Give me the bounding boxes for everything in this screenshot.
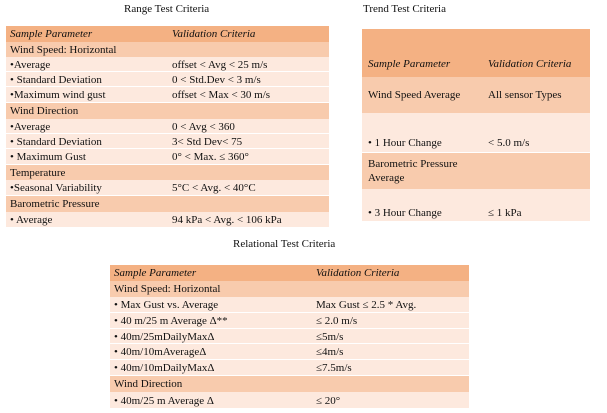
criteria-cell: < 5.0 m/s bbox=[488, 137, 530, 149]
header-sample-parameter: Sample Parameter bbox=[114, 267, 197, 279]
criteria-cell: 0 < Std.Dev < 3 m/s bbox=[172, 73, 261, 86]
header-validation-criteria: Validation Criteria bbox=[316, 267, 400, 279]
criteria-cell: 94 kPa < Avg. < 106 kPa bbox=[172, 214, 282, 226]
table-row bbox=[362, 113, 590, 153]
criteria-cell: offset < Max < 30 m/s bbox=[172, 89, 271, 101]
parameter-cell: Wind Speed Average bbox=[368, 89, 461, 101]
table-header-row bbox=[6, 26, 329, 42]
criteria-cell: ≤ 20° bbox=[316, 394, 341, 407]
table-row bbox=[6, 72, 329, 87]
criteria-cell: 0 < Avg < 360 bbox=[172, 120, 235, 133]
header-validation-criteria: Validation Criteria bbox=[172, 28, 256, 40]
trend-table-caption: Trend Test Criteria bbox=[363, 3, 446, 15]
section-row bbox=[6, 196, 329, 212]
header-sample-parameter: Sample Parameter bbox=[10, 28, 93, 40]
table-row bbox=[110, 313, 469, 329]
parameter-cell: • 40 m/25 m Average Δ** bbox=[114, 315, 228, 327]
criteria-cell: ≤ 2.0 m/s bbox=[316, 315, 358, 327]
relational-test-criteria-table bbox=[110, 265, 469, 409]
criteria-cell: 5°C < Avg. < 40°C bbox=[172, 182, 256, 194]
table-row bbox=[110, 392, 469, 409]
table-header-row bbox=[362, 29, 590, 77]
parameter-cell: •Average bbox=[10, 120, 51, 133]
criteria-cell bbox=[488, 153, 588, 189]
table-header-row bbox=[110, 265, 469, 281]
table-row bbox=[6, 87, 329, 103]
parameter-cell: •Average bbox=[10, 58, 51, 71]
trend-test-criteria-table bbox=[362, 29, 590, 222]
section-row bbox=[110, 376, 469, 392]
parameter-cell: • Average bbox=[10, 214, 53, 226]
criteria-cell: 0° < Max. ≤ 360° bbox=[172, 151, 249, 163]
header-sample-parameter: Sample Parameter bbox=[368, 58, 451, 70]
table-row bbox=[6, 119, 329, 134]
section-row bbox=[6, 103, 329, 119]
table-row bbox=[6, 134, 329, 149]
parameter-cell: • 1 Hour Change bbox=[368, 137, 442, 149]
range-test-criteria-table bbox=[6, 26, 329, 228]
section-title: Temperature bbox=[10, 166, 66, 179]
parameter-cell: • 3 Hour Change bbox=[368, 206, 442, 219]
parameter-cell: • 40m/25 m Average Δ bbox=[114, 394, 214, 407]
table-row bbox=[6, 212, 329, 228]
table-row bbox=[110, 344, 469, 360]
section-row bbox=[110, 281, 469, 297]
criteria-cell: ≤5m/s bbox=[316, 330, 344, 343]
parameter-cell: • 40m/10mDailyMaxΔ bbox=[114, 362, 215, 374]
section-row bbox=[6, 42, 329, 57]
criteria-cell: offset < Avg < 25 m/s bbox=[172, 58, 268, 71]
table-row bbox=[6, 149, 329, 165]
section-title: Wind Direction bbox=[114, 378, 183, 390]
section-row bbox=[6, 165, 329, 180]
table-row bbox=[362, 153, 590, 189]
section-title: Wind Direction bbox=[10, 105, 79, 117]
relational-table-caption: Relational Test Criteria bbox=[233, 238, 336, 250]
parameter-cell: • Maximum Gust bbox=[10, 151, 86, 163]
section-title: Barometric Pressure bbox=[10, 198, 100, 210]
table-row bbox=[110, 329, 469, 344]
table-row bbox=[110, 297, 469, 313]
parameter-cell: •Seasonal Variability bbox=[10, 182, 102, 194]
table-row bbox=[6, 180, 329, 196]
parameter-cell: • 40m/10mAverageΔ bbox=[114, 346, 207, 358]
header-validation-criteria: Validation Criteria bbox=[488, 58, 572, 70]
range-table-caption: Range Test Criteria bbox=[124, 3, 210, 15]
parameter-cell: •Maximum wind gust bbox=[10, 89, 106, 101]
table-row bbox=[6, 57, 329, 72]
criteria-cell: ≤ 1 kPa bbox=[488, 206, 522, 219]
section-title: Wind Speed: Horizontal bbox=[10, 43, 117, 56]
parameter-cell: • 40m/25mDailyMaxΔ bbox=[114, 330, 215, 343]
criteria-cell: ≤4m/s bbox=[316, 346, 344, 358]
table-row bbox=[110, 360, 469, 376]
table-row bbox=[362, 189, 590, 222]
parameter-cell: • Standard Deviation bbox=[10, 73, 102, 86]
parameter-cell: • Standard Deviation bbox=[10, 135, 102, 148]
table-row bbox=[362, 77, 590, 113]
section-title: Wind Speed: Horizontal bbox=[114, 283, 221, 295]
criteria-cell: All sensor Types bbox=[488, 89, 562, 101]
criteria-cell: ≤7.5m/s bbox=[316, 362, 352, 374]
parameter-cell: Barometric Pressure Average bbox=[368, 158, 458, 184]
criteria-cell: 3< Std Dev< 75 bbox=[172, 135, 243, 148]
parameter-cell: • Max Gust vs. Average bbox=[114, 299, 219, 311]
criteria-cell: Max Gust ≤ 2.5 * Avg. bbox=[316, 299, 417, 311]
